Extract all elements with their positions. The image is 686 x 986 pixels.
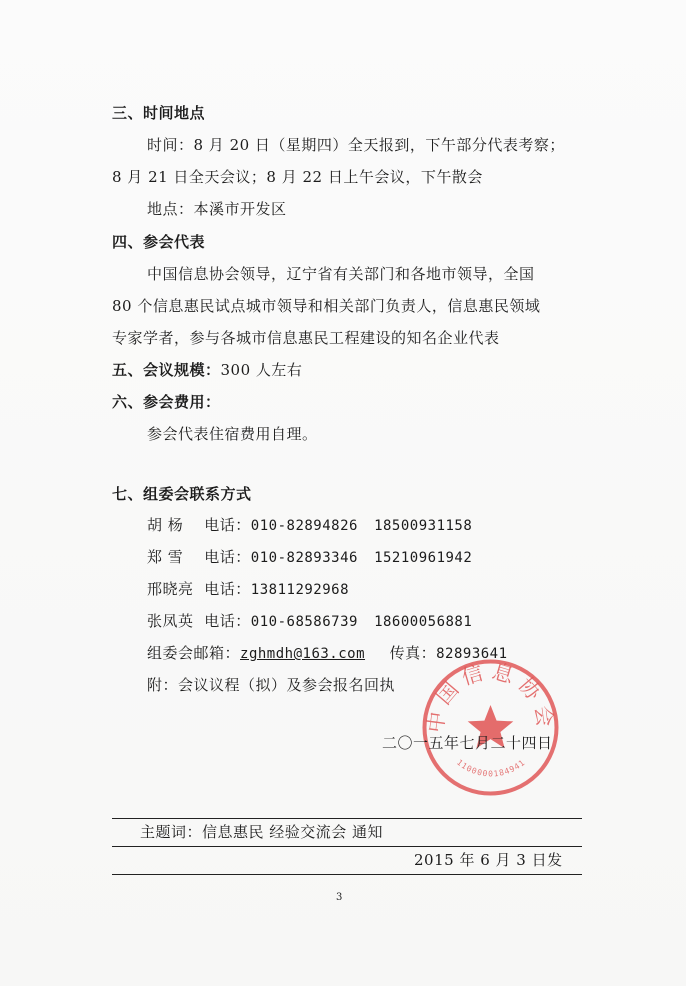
section4-line2: 80 个信息惠民试点城市领导和相关部门负责人，信息惠民领域: [112, 297, 541, 315]
section4-heading: 四、参会代表: [112, 233, 206, 251]
section5-value: 300 人左右: [220, 361, 303, 379]
fax-number: 82893641: [436, 646, 508, 662]
contact-mobile: 18600056881: [374, 614, 473, 630]
subject-keywords: 主题词：信息惠民 经验交流会 通知: [140, 823, 384, 841]
contact-name: 郑 雪: [147, 548, 184, 566]
section6-text: 参会代表住宿费用自理。: [147, 425, 318, 443]
official-seal: [418, 655, 563, 800]
contact-mobile: 15210961942: [374, 550, 473, 566]
seal-number: 1100000184941: [454, 757, 528, 779]
contact-row: [147, 611, 472, 632]
attachment-note: 附：会议议程（拟）及参会报名回执: [147, 676, 396, 694]
contact-phone-label: 电话：: [204, 516, 251, 534]
document-date: 二〇一五年七月二十四日: [382, 734, 553, 752]
section3-time-line1: 时间：8 月 20 日（星期四）全天报到，下午部分代表考察；: [147, 136, 565, 154]
contact-phone-label: 电话：: [204, 580, 251, 598]
contact-phone: 010-68586739: [250, 614, 358, 630]
section3-heading: 三、时间地点: [112, 104, 206, 122]
section7-heading: 七、组委会联系方式: [112, 485, 252, 503]
contact-phone: 010-82894826: [250, 518, 358, 534]
contact-phone-label: 电话：: [204, 548, 251, 566]
section4-line1: 中国信息协会领导，辽宁省有关部门和各地市领导，全国: [147, 265, 535, 283]
divider-bottom: [112, 874, 582, 875]
seal-text: 中国信息协会: [423, 659, 558, 735]
contact-row: [147, 547, 472, 568]
contact-phone: 010-82893346: [250, 550, 358, 566]
page-number: 3: [336, 892, 343, 903]
section3-location: 地点：本溪市开发区: [147, 200, 287, 218]
section6-heading: 六、参会费用：: [112, 393, 221, 411]
section5-heading: 五、会议规模：: [112, 361, 221, 379]
email-link[interactable]: zghmdh@163.com: [240, 646, 366, 662]
contact-mobile: 18500931158: [374, 518, 473, 534]
contact-name: 邢晓亮: [147, 580, 194, 598]
contact-phone-label: 电话：: [204, 612, 251, 630]
contact-row: [147, 579, 349, 600]
section3-time-line2: 8 月 21 日全天会议；8 月 22 日上午会议，下午散会: [112, 168, 483, 186]
section4-line3: 专家学者，参与各城市信息惠民工程建设的知名企业代表: [112, 329, 500, 347]
contact-row: [147, 515, 472, 536]
divider-middle: [112, 846, 582, 847]
contact-name: 张凤英: [147, 612, 194, 630]
divider-top: [112, 818, 582, 819]
fax-label: 传真：: [389, 644, 437, 662]
contact-phone: 13811292968: [250, 582, 350, 598]
section5-line: [112, 360, 302, 380]
contact-name: 胡 杨: [147, 516, 184, 534]
email-label: 组委会邮箱：: [147, 644, 241, 662]
issue-date: 2015 年 6 月 3 日发: [414, 851, 563, 869]
